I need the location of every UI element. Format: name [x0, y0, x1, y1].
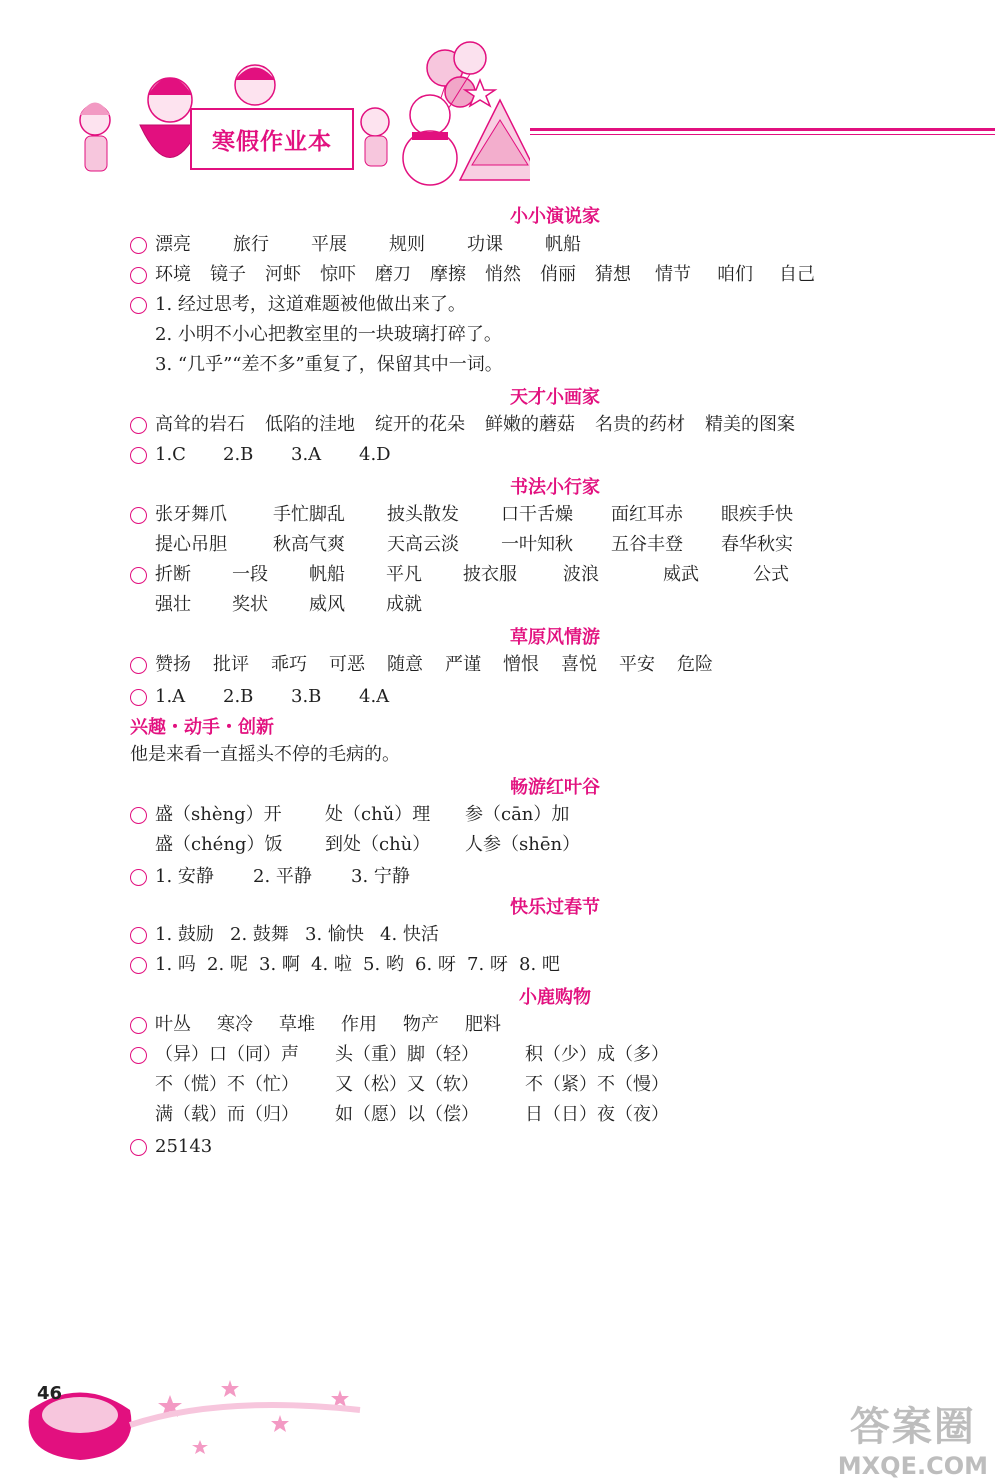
answer-marker-icon: [130, 417, 147, 434]
answer-item: 披头散发: [387, 504, 459, 525]
answer-line: [155, 685, 427, 709]
answer-marker-icon: [130, 657, 147, 674]
answer-item: 悄然: [485, 264, 521, 285]
answer-item: 3. 宁静: [351, 866, 410, 887]
answer-line: [155, 923, 455, 947]
answer-item: 惊吓: [320, 264, 356, 285]
answer-item: 3.A: [291, 444, 322, 465]
answer-item: 物产: [403, 1014, 439, 1035]
answer-item: 平安: [619, 654, 655, 675]
answer-item: 喜悦: [561, 654, 597, 675]
answer-line: [155, 353, 503, 377]
answer-item: 1.C: [155, 444, 186, 465]
answer-item: 提心吊胆: [155, 534, 227, 555]
answer-line: [155, 1103, 715, 1127]
watermark: [838, 1395, 988, 1480]
answer-item: 眼疾手快: [721, 504, 793, 525]
answer-item: 帆船: [545, 234, 581, 255]
answer-line: [155, 953, 571, 977]
answer-item: 成就: [386, 594, 422, 615]
answer-item: 披衣服: [463, 564, 517, 585]
answer-item: 处（chǔ）理: [325, 804, 431, 825]
answer-item: 2.B: [223, 686, 254, 707]
answer-item: 绽开的花朵: [375, 414, 465, 435]
answer-item: 精美的图案: [705, 414, 795, 435]
answer-item: 可恶: [329, 654, 365, 675]
answer-item: 到处（chù）: [325, 834, 431, 855]
answer-marker-icon: [130, 237, 147, 254]
answer-line: [155, 653, 735, 677]
answer-line: [155, 503, 831, 527]
answer-item: 名贵的药材: [595, 414, 685, 435]
answer-item: 2. 呢: [207, 954, 248, 975]
answer-item: 严谨: [445, 654, 481, 675]
answer-item: 一段: [232, 564, 268, 585]
answer-marker-icon: [130, 1139, 147, 1156]
answer-line: [155, 413, 815, 437]
header-rule: [530, 128, 995, 131]
answer-item: 摩擦: [430, 264, 466, 285]
section-title: 小小演说家: [510, 206, 600, 227]
answer-item: 旅行: [233, 234, 269, 255]
answer-item: 3.B: [291, 686, 322, 707]
answer-item: 6. 呀: [415, 954, 456, 975]
answer-item: 憎恨: [503, 654, 539, 675]
answer-marker-icon: [130, 927, 147, 944]
answer-item: 五谷丰登: [611, 534, 683, 555]
answer-line: [155, 865, 449, 889]
answer-item: 春华秋实: [721, 534, 793, 555]
answer-marker-icon: [130, 1017, 147, 1034]
answer-marker-icon: [130, 567, 147, 584]
answer-item: 1. 经过思考，这道难题被他做出来了。: [155, 294, 466, 315]
answer-marker-icon: [130, 957, 147, 974]
answer-item: 镜子: [210, 264, 246, 285]
page-number: 46: [37, 1383, 63, 1404]
answer-item: 他是来看一直摇头不停的毛病的。: [130, 744, 400, 765]
answer-item: 规则: [389, 234, 425, 255]
answer-item: 1. 鼓励: [155, 924, 214, 945]
answer-item: 俏丽: [540, 264, 576, 285]
answer-line: [155, 533, 831, 557]
answer-item: 不（紧）不（慢）: [525, 1074, 669, 1095]
answer-item: 环境: [155, 264, 191, 285]
answer-marker-icon: [130, 869, 147, 886]
answer-line: [155, 1073, 715, 1097]
answer-item: 低陷的洼地: [265, 414, 355, 435]
answer-item: 河虾: [265, 264, 301, 285]
answer-item: 4.A: [359, 686, 390, 707]
answer-item: 叶丛: [155, 1014, 191, 1035]
answer-item: 威武: [663, 564, 699, 585]
answer-item: 25143: [155, 1136, 213, 1157]
answer-line: [155, 1043, 715, 1067]
answer-item: 又（松）又（软）: [335, 1074, 479, 1095]
answer-item: 作用: [341, 1014, 377, 1035]
section-title: 快乐过春节: [510, 897, 600, 918]
header-rule-thin: [530, 134, 995, 135]
answer-marker-icon: [130, 447, 147, 464]
answer-item: 5. 哟: [363, 954, 404, 975]
answer-item: 赞扬: [155, 654, 191, 675]
answer-item: 2. 鼓舞: [230, 924, 289, 945]
answer-item: 公式: [753, 564, 789, 585]
workbook-title: 寒假作业本: [190, 108, 354, 170]
answer-item: 积（少）成（多）: [525, 1044, 669, 1065]
answer-item: 8. 吧: [519, 954, 560, 975]
answer-item: （异）口（同）声: [155, 1044, 299, 1065]
answer-line: [155, 263, 841, 287]
answer-item: 1. 安静: [155, 866, 214, 887]
answer-line: [155, 1013, 527, 1037]
answer-item: 奖状: [232, 594, 268, 615]
answer-item: 平展: [311, 234, 347, 255]
section-title: 天才小画家: [510, 387, 600, 408]
answer-item: 危险: [677, 654, 713, 675]
answer-item: 帆船: [309, 564, 345, 585]
answer-item: 波浪: [563, 564, 599, 585]
answer-item: 一叶知秋: [501, 534, 573, 555]
section-title: 书法小行家: [510, 477, 600, 498]
footer-decoration: [20, 1355, 380, 1465]
answer-item: 4.D: [359, 444, 391, 465]
answer-item: 7. 呀: [467, 954, 508, 975]
answer-line: [130, 743, 400, 767]
answer-item: 1. 吗: [155, 954, 196, 975]
answer-item: 平凡: [386, 564, 422, 585]
answer-line: [155, 1135, 212, 1159]
section-title: 小鹿购物: [519, 987, 591, 1008]
watermark-logo: 答案圈: [849, 1404, 976, 1450]
answer-marker-icon: [130, 1047, 147, 1064]
answer-item: 折断: [155, 564, 191, 585]
answer-line: [155, 833, 605, 857]
answer-item: 2. 小明不小心把教室里的一块玻璃打碎了。: [155, 324, 502, 345]
answer-line: [155, 593, 463, 617]
answer-item: 肥料: [465, 1014, 501, 1035]
answer-marker-icon: [130, 507, 147, 524]
answer-line: [155, 443, 427, 467]
answer-marker-icon: [130, 267, 147, 284]
answer-item: 头（重）脚（轻）: [335, 1044, 479, 1065]
answer-item: 猜想: [595, 264, 631, 285]
section-title: 兴趣・动手・创新: [130, 717, 274, 738]
answer-item: 3. 啊: [259, 954, 300, 975]
answer-item: 满（载）而（归）: [155, 1104, 299, 1125]
answer-item: 自己: [779, 264, 815, 285]
answer-line: [155, 563, 843, 587]
answer-item: 咱们: [717, 264, 753, 285]
answer-marker-icon: [130, 297, 147, 314]
answer-item: 2. 平静: [253, 866, 312, 887]
answer-item: 3. 愉快: [305, 924, 364, 945]
answer-item: 秋高气爽: [273, 534, 345, 555]
answer-line: [155, 803, 605, 827]
answer-item: 如（愿）以（偿）: [335, 1104, 479, 1125]
answer-item: 天高云淡: [387, 534, 459, 555]
answer-item: 寒冷: [217, 1014, 253, 1035]
answer-item: 强壮: [155, 594, 191, 615]
answer-item: 不（慌）不（忙）: [155, 1074, 299, 1095]
answer-marker-icon: [130, 807, 147, 824]
answer-item: 1.A: [155, 686, 186, 707]
answer-line: [155, 233, 623, 257]
answer-item: 高耸的岩石: [155, 414, 245, 435]
section-title: 畅游红叶谷: [510, 777, 600, 798]
answer-item: 4. 啦: [311, 954, 352, 975]
answer-item: 功课: [467, 234, 503, 255]
answer-item: 人参（shēn）: [465, 834, 581, 855]
answer-item: 张牙舞爪: [155, 504, 227, 525]
answer-item: 面红耳赤: [611, 504, 683, 525]
answer-item: 手忙脚乱: [273, 504, 345, 525]
answer-item: 漂亮: [155, 234, 191, 255]
answer-marker-icon: [130, 689, 147, 706]
answer-item: 参（cān）加: [465, 804, 570, 825]
answer-item: 情节: [655, 264, 691, 285]
answer-item: 日（日）夜（夜）: [525, 1104, 669, 1125]
watermark-url: MXQE.COM: [837, 1452, 988, 1480]
answer-item: 乖巧: [271, 654, 307, 675]
answer-item: 威风: [309, 594, 345, 615]
answer-item: 4. 快活: [380, 924, 439, 945]
answer-item: 口干舌燥: [501, 504, 573, 525]
answer-item: 磨刀: [375, 264, 411, 285]
answer-item: 2.B: [223, 444, 254, 465]
answer-item: 随意: [387, 654, 423, 675]
answer-item: 3. “几乎”“差不多”重复了，保留其中一词。: [155, 354, 503, 375]
answer-item: 草堆: [279, 1014, 315, 1035]
answer-item: 盛（shèng）开: [155, 804, 282, 825]
section-title: 草原风情游: [510, 627, 600, 648]
answer-line: [155, 293, 466, 317]
answer-item: 鲜嫩的蘑菇: [485, 414, 575, 435]
answer-item: 批评: [213, 654, 249, 675]
answer-line: [155, 323, 502, 347]
answer-item: 盛（chéng）饭: [155, 834, 283, 855]
